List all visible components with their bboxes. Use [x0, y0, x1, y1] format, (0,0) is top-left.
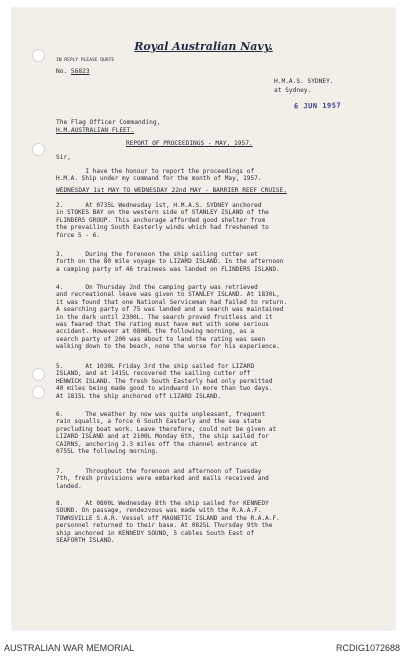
punch-hole — [32, 368, 45, 381]
salutation: Sir, — [56, 154, 71, 161]
text-line: ship anchored in KENNEDY SOUND, 5 cables South East of — [56, 529, 255, 537]
document-page — [12, 8, 395, 630]
paragraph-7 — [56, 468, 269, 490]
text-line: 2. At 0735L Wednesday 1st, H.M.A.S. SYDNEY anchored — [56, 202, 262, 209]
text-line: 8. At 0800L Wednesday 8th the ship sailed for KENNEDY — [56, 500, 269, 507]
text-line: ISLAND, and at 1415L recovered the sailing cutter off — [56, 370, 251, 378]
text-line: At 1815L the ship anchored off LIZARD ISLAND. — [56, 392, 222, 400]
paragraph-3 — [56, 251, 283, 273]
text-line: walking down to the beach, none the worse for his experience. — [56, 343, 280, 351]
text-line: forth on the 80 mile voyage to LIZARD ISLAND. In the afternoon — [56, 258, 284, 266]
archive-id: RCDIG1072688 — [335, 643, 400, 653]
text-line: 0755L the following morning. — [56, 448, 159, 456]
text-line: LIZARD ISLAND and at 2100L Monday 6th, the ship sailed for — [56, 433, 269, 441]
ref-value: 56823 — [70, 68, 90, 75]
text-line: rain squalls, a force 6 South Easterly and the sea state — [56, 418, 262, 426]
text-line: SOUND. On passage, rendezvous was made with the R.A.A.F. — [56, 507, 262, 515]
text-line: 5. At 1030L Friday 3rd the ship sailed for LIZARD — [56, 363, 255, 370]
text-line: in the dark until 2300L. The search proved fruitless and it — [56, 313, 273, 321]
text-line: was feared that the rating must have met with some serious — [56, 321, 269, 329]
text-line: accident. However at 0800L the following morning, as a — [56, 328, 255, 336]
paragraph-6 — [56, 411, 276, 455]
text-line: HENWICK ISLAND. The fresh South Easterly had only permitted — [56, 377, 273, 385]
ref-label: No. — [56, 68, 68, 75]
text-line: 7th, fresh provisions were embarked and mails received and — [56, 475, 269, 483]
text-line: a camping party of 46 trainees was landed on FLINDERS ISLAND. — [56, 265, 280, 273]
text-line: 6. The weather by now was quite unpleasant, frequent — [56, 411, 266, 418]
text-line: landed. — [56, 482, 82, 490]
text-line: 4. On Thursday 2nd the camping party was retrieved — [56, 284, 258, 291]
text-line: SEAFORTH ISLAND. — [56, 537, 115, 545]
paragraph-8 — [56, 500, 280, 544]
addressee-line-2: H.M.AUSTRALIAN FLEET. — [56, 127, 135, 134]
text-line: 3. During the forenoon the ship sailing cutter set — [56, 251, 258, 258]
text-line: and recreational leave was given to STANLEY ISLAND. At 1830L, — [56, 291, 280, 299]
report-title: REPORT OF PROCEEDINGS - MAY, 1957. — [126, 140, 253, 147]
text-line: personnel returned to their base. At 0825L Thursday 9th the — [56, 522, 273, 530]
text-line: in STOKES BAY on the western side of STANLEY ISLAND of the — [56, 209, 269, 217]
intro-line: I have the honour to report the proceedings of — [56, 168, 255, 175]
ship-location: at Sydney. — [274, 87, 312, 94]
text-line: 7. Throughout the forenoon and afternoon of Tuesday — [56, 468, 262, 475]
paragraph-2 — [56, 202, 269, 239]
reference-number — [56, 68, 90, 76]
text-line: 40 miles being made good to windward in more than two days. — [56, 385, 273, 393]
received-date-stamp: 6 JUN 1957 — [293, 101, 342, 111]
quote-label: IN REPLY PLEASE QUOTE — [56, 58, 115, 63]
text-line: it was found that one National Serviceman had failed to return. — [56, 298, 288, 306]
letterhead-title: Royal Australian Navy. — [134, 40, 273, 53]
paragraph-5 — [56, 363, 272, 400]
section-heading: WEDNESDAY 1st MAY TO WEDNESDAY 22nd MAY - BARRIER REEF CRUISE. — [56, 187, 287, 194]
intro-line: H.M.A. Ship under my command for the month of May, 1957. — [56, 175, 262, 183]
text-line: FLINDERS GROUP. This anchorage afforded good shelter from — [56, 216, 266, 224]
ship-name: H.M.A.S. SYDNEY. — [274, 78, 334, 85]
punch-hole — [32, 386, 45, 399]
intro-paragraph — [56, 168, 261, 183]
text-line: the prevailing South Easterly winds which had freshened to — [56, 224, 269, 232]
text-line: CAIRNS, anchoring 2.3 miles off the channel entrance at — [56, 440, 258, 448]
text-line: force 5 - 6. — [56, 231, 101, 239]
text-line: search party of 200 was about to land the rating was seen — [56, 335, 266, 343]
paragraph-4 — [56, 284, 287, 351]
addressee-line-1: The Flag Officer Commanding, — [56, 119, 161, 126]
punch-hole — [32, 143, 45, 156]
text-line: A searching party of 75 was landed and a search was maintained — [56, 306, 284, 314]
text-line: precluding boat work. Leave therefore, could not be given at — [56, 425, 277, 433]
archive-credit: AUSTRALIAN WAR MEMORIAL — [4, 643, 135, 653]
text-line: TOWNSVILLE S.A.R. Vessel off MAGNETIC ISLAND and the R.A.A.F. — [56, 514, 280, 522]
